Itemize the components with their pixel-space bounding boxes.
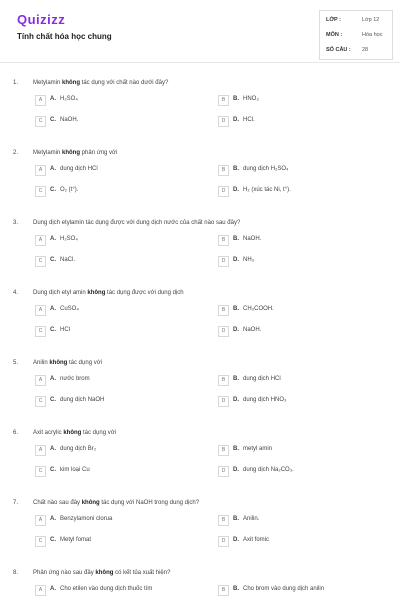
option-letter-box: D [218, 536, 229, 547]
info-box [319, 10, 393, 60]
info-key: SỐ CÂU : [326, 47, 351, 53]
question-text [33, 220, 240, 226]
question-text-part: tác dụng với [81, 430, 116, 436]
option-label: B. [233, 236, 239, 242]
option-text: H₂SO₄ [60, 96, 78, 102]
option-text: Cho etilen vào dung dịch thuốc tím [60, 586, 153, 592]
option-text: Metyl fomat [60, 537, 92, 543]
question-text [33, 150, 117, 156]
option-text: kim loại Cu [60, 467, 90, 473]
option-label: D. [233, 117, 239, 123]
option-label: D. [233, 397, 239, 403]
option-letter-box: C [35, 116, 46, 127]
option-letter-box: A [35, 95, 46, 106]
option-label: A. [50, 306, 56, 312]
option-text: metyl amin [243, 446, 273, 452]
option-label: C. [50, 187, 56, 193]
option-text: HCl [60, 327, 70, 333]
option-letter-box: A [35, 165, 46, 176]
question-keyword: không [81, 500, 100, 506]
option-letter-box: B [218, 235, 229, 246]
question-text-part: Metylamin [33, 80, 63, 86]
option-text: dung dịch HCl [243, 376, 281, 382]
question-number: 7. [13, 500, 19, 506]
option-text: NaCl. [60, 257, 76, 263]
option-label: A. [50, 446, 56, 452]
question-text [33, 290, 184, 296]
option-label: C. [50, 397, 56, 403]
option-label: C. [50, 467, 56, 473]
option-letter-box: B [218, 305, 229, 316]
option-letter-box: A [35, 585, 46, 596]
option-label: C. [50, 257, 56, 263]
question-text-part: Chất nào sau đây [33, 500, 82, 506]
option-text: dung dịch H₂SO₄ [243, 166, 289, 172]
option-label: B. [233, 516, 239, 522]
question-text-part: tác dụng với NaOH trong dung dịch? [99, 500, 200, 506]
option-letter-box: C [35, 396, 46, 407]
question-number: 6. [13, 430, 19, 436]
question-text-part: tác dụng với chất nào dưới đây? [80, 80, 169, 86]
question-keyword: không [95, 570, 114, 576]
question-number: 3. [13, 220, 19, 226]
question-keyword: không [63, 430, 82, 436]
option-letter-box: D [218, 186, 229, 197]
option-label: A. [50, 586, 56, 592]
option-text: NaOH. [243, 327, 262, 333]
option-text: dung dịch HNO₃ [243, 397, 287, 403]
option-label: D. [233, 467, 239, 473]
info-key: LỚP : [326, 17, 341, 23]
question-text [33, 430, 116, 436]
option-label: B. [233, 446, 239, 452]
option-label: C. [50, 327, 56, 333]
option-label: B. [233, 306, 239, 312]
option-label: D. [233, 537, 239, 543]
option-letter-box: B [218, 515, 229, 526]
option-text: dung dịch Br₂ [60, 446, 97, 452]
option-letter-box: C [35, 536, 46, 547]
option-label: A. [50, 236, 56, 242]
option-label: A. [50, 166, 56, 172]
option-letter-box: C [35, 466, 46, 477]
question-text [33, 570, 170, 576]
option-letter-box: D [218, 256, 229, 267]
option-letter-box: C [35, 256, 46, 267]
option-letter-box: C [35, 326, 46, 337]
question-text [33, 80, 168, 86]
option-text: H₂ (xúc tác Ni, t°). [243, 187, 291, 193]
question-number: 5. [13, 360, 19, 366]
option-text: H₂SO₄ [60, 236, 78, 242]
option-label: B. [233, 166, 239, 172]
header-divider [0, 62, 400, 63]
info-value: Hóa học [362, 32, 383, 38]
option-text: Benzylamoni clorua [60, 516, 113, 522]
option-letter-box: A [35, 445, 46, 456]
option-letter-box: D [218, 396, 229, 407]
option-letter-box: B [218, 165, 229, 176]
option-letter-box: B [218, 585, 229, 596]
option-letter-box: A [35, 515, 46, 526]
option-letter-box: B [218, 445, 229, 456]
info-key: MÔN : [326, 32, 343, 38]
question-text [33, 500, 199, 506]
option-text: Anilin. [243, 516, 260, 522]
question-text-part: phản ứng với [80, 150, 118, 156]
question-text-part: tác dụng với [67, 360, 102, 366]
page-title: Tính chất hóa học chung [17, 32, 112, 41]
option-text: HCl. [243, 117, 255, 123]
option-text: Cho brom vào dung dịch anilin [243, 586, 325, 592]
option-letter-box: A [35, 235, 46, 246]
question-number: 8. [13, 570, 19, 576]
question-text-part: Dung dịch etyl amin [33, 290, 88, 296]
quizizz-logo: Quizizz [17, 12, 66, 27]
option-label: A. [50, 516, 56, 522]
header [0, 0, 400, 62]
option-label: C. [50, 117, 56, 123]
option-text: HNO₃ [243, 96, 259, 102]
option-text: Axit fomic [243, 537, 270, 543]
option-letter-box: D [218, 466, 229, 477]
option-text: NaOH. [243, 236, 262, 242]
question-number: 2. [13, 150, 19, 156]
option-text: dung dịch NaOH [60, 397, 105, 403]
option-letter-box: A [35, 305, 46, 316]
option-letter-box: B [218, 375, 229, 386]
question-text-part: Dung dịch etylamin tác dụng được với dung dịch nước của chất nào sau đây? [33, 220, 241, 226]
question-keyword: không [49, 360, 68, 366]
question-keyword: không [62, 150, 81, 156]
option-label: D. [233, 257, 239, 263]
option-text: dung dịch HCl [60, 166, 98, 172]
option-text: CH₃COOH. [243, 306, 274, 312]
option-text: CuSO₄ [60, 306, 79, 312]
info-value: 28 [362, 47, 369, 53]
option-text: NH₃ [243, 257, 255, 263]
info-value: Lớp 12 [362, 17, 380, 23]
option-label: B. [233, 586, 239, 592]
option-letter-box: C [35, 186, 46, 197]
option-label: A. [50, 376, 56, 382]
option-label: B. [233, 376, 239, 382]
option-label: A. [50, 96, 56, 102]
question-keyword: không [62, 80, 81, 86]
option-label: D. [233, 327, 239, 333]
question-number: 4. [13, 290, 19, 296]
question-number: 1. [13, 80, 19, 86]
question-text-part: Axit acrylic [33, 430, 64, 436]
option-letter-box: D [218, 116, 229, 127]
question-keyword: không [87, 290, 106, 296]
question-text-part: Phản ứng nào sau đây [33, 570, 96, 576]
option-letter-box: B [218, 95, 229, 106]
question-text-part: có kết tủa xuất hiện? [113, 570, 171, 576]
question-text [33, 360, 102, 366]
question-text-part: tác dụng được với dung dịch [105, 290, 184, 296]
question-text-part: Metylamin [33, 150, 63, 156]
option-label: C. [50, 537, 56, 543]
option-label: D. [233, 187, 239, 193]
option-text: dung dịch Na₂CO₃. [243, 467, 294, 473]
option-letter-box: D [218, 326, 229, 337]
option-text: O₂ (t°). [60, 187, 79, 193]
option-letter-box: A [35, 375, 46, 386]
option-text: NaOH. [60, 117, 79, 123]
option-label: B. [233, 96, 239, 102]
option-text: nước brom [60, 376, 90, 382]
question-text-part: Anilin [33, 360, 50, 366]
